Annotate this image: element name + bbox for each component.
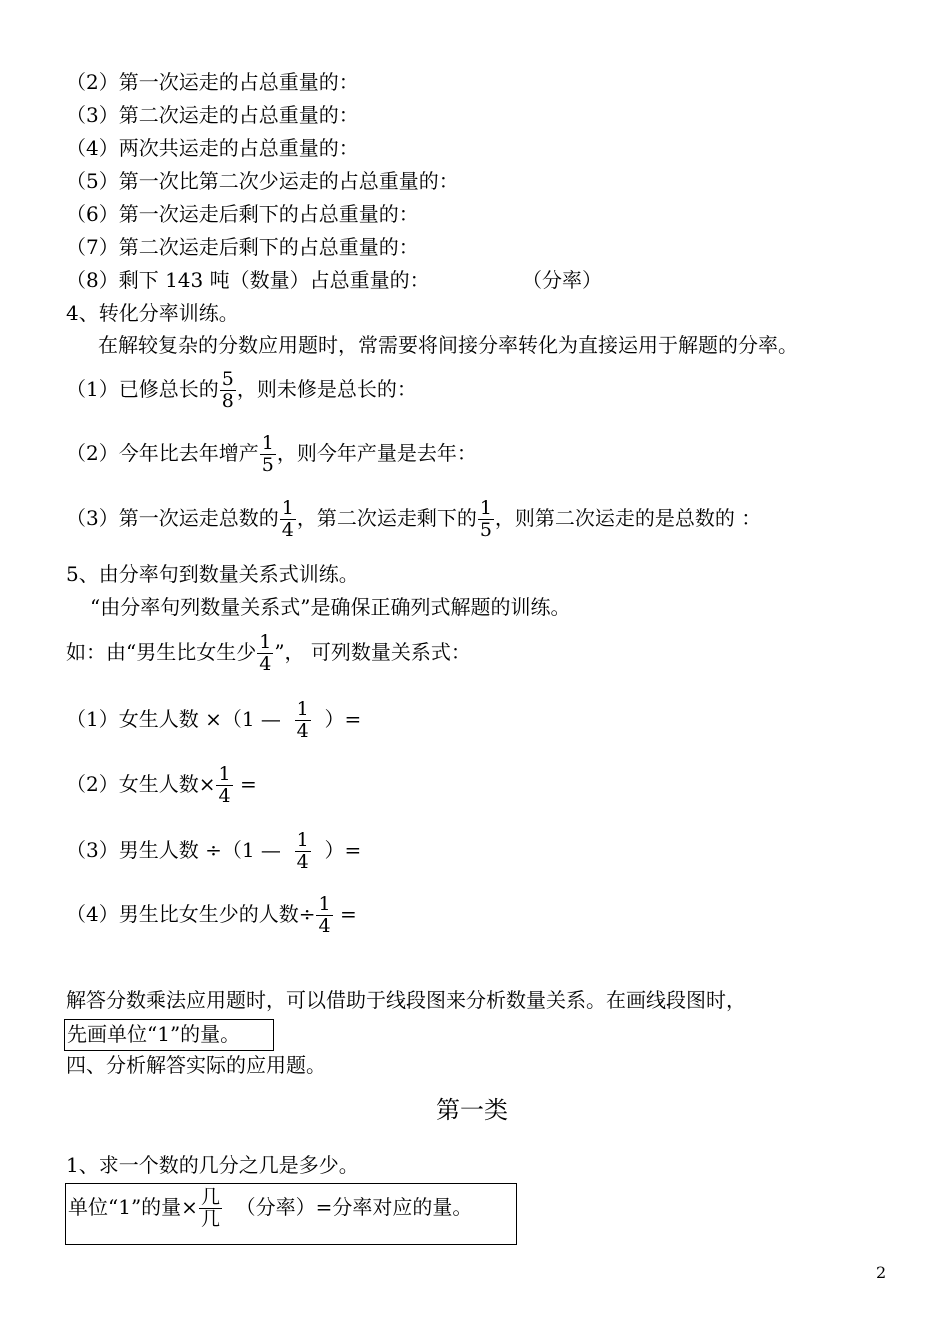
relation-4-pre: （4）男生比女生少的人数÷ [66, 902, 316, 926]
item-8: （8）剩下 143 吨（数量）占总重量的： [66, 268, 430, 292]
example-pre: 如：由“男生比女生少 [66, 640, 257, 664]
fraction-numerator: 几 [200, 1186, 220, 1208]
relation-2 [66, 765, 257, 806]
fraction [316, 895, 332, 936]
relation-3-post: ）= [324, 838, 362, 862]
relation-2-pre: （2）女生人数× [66, 772, 216, 796]
section-4-title: 4、转化分率训练。 [66, 301, 239, 325]
relation-4 [66, 895, 357, 936]
relation-3 [66, 831, 361, 872]
tip-text: 解答分数乘法应用题时，可以借助于线段图来分析数量关系。在画线段图时， [66, 988, 746, 1012]
fraction-numerator: 1 [296, 698, 309, 720]
item-4: （4）两次共运走的占总重量的： [66, 136, 359, 160]
fraction-denominator: 4 [259, 653, 272, 675]
convert-q3-pre: （3）第一次运走总数的 [66, 506, 279, 530]
fraction-denominator: 4 [318, 915, 331, 937]
formula-line [68, 1188, 472, 1229]
fraction-denominator: 几 [200, 1208, 220, 1230]
convert-q1-pre: （1）已修总长的 [66, 377, 219, 401]
category-heading: 第一类 [436, 1096, 508, 1124]
fraction-denominator: 4 [218, 785, 231, 807]
convert-q2-post: ，则今年产量是去年： [276, 441, 477, 465]
relation-3-pre: （3）男生人数 ÷（1 — [66, 838, 281, 862]
fraction [220, 370, 236, 411]
fraction-numerator: 1 [218, 763, 231, 785]
question-type-1: 1、求一个数的几分之几是多少。 [66, 1153, 359, 1177]
fraction-denominator: 5 [479, 519, 492, 541]
fraction [295, 700, 311, 741]
page-number: 2 [876, 1263, 887, 1282]
part-4-title: 四、分析解答实际的应用题。 [66, 1053, 326, 1077]
item-8-rate-label: （分率） [522, 268, 602, 292]
convert-q2-pre: （2）今年比去年增产 [66, 441, 259, 465]
relation-1 [66, 700, 361, 741]
item-2: （2）第一次运走的占总重量的： [66, 70, 359, 94]
item-7: （7）第二次运走后剩下的占总重量的： [66, 235, 419, 259]
fraction-numerator: 1 [281, 497, 294, 519]
fraction-denominator: 4 [296, 851, 309, 873]
fraction-numerator: 1 [318, 893, 331, 915]
fraction-numerator: 1 [261, 432, 274, 454]
tip-boxed-text: 先画单位“1”的量。 [67, 1022, 241, 1046]
fraction-denominator: 4 [281, 519, 294, 541]
convert-q3 [66, 499, 761, 540]
relation-1-pre: （1）女生人数 ×（1 — [66, 707, 281, 731]
fraction [260, 434, 276, 475]
fraction [295, 831, 311, 872]
fraction-numerator: 1 [479, 497, 492, 519]
fraction-numerator: 1 [259, 631, 272, 653]
fraction [478, 499, 494, 540]
section-5-title: 5、由分率句到数量关系式训练。 [66, 562, 359, 586]
fraction-numerator: 1 [296, 829, 309, 851]
fraction-numerator: 5 [221, 368, 234, 390]
relation-1-post: ）= [324, 707, 362, 731]
fraction-denominator: 4 [296, 720, 309, 742]
convert-q3-post: ，则第二次运走的是总数的 ： [494, 506, 762, 530]
convert-q3-mid: ，第二次运走剩下的 [296, 506, 477, 530]
section-4-intro: 在解较复杂的分数应用题时，常需要将间接分率转化为直接运用于解题的分率。 [98, 333, 798, 357]
example-line [66, 633, 471, 674]
item-6: （6）第一次运走后剩下的占总重量的： [66, 202, 419, 226]
fraction [199, 1188, 222, 1229]
formula-pre: 单位“1”的量× [68, 1195, 198, 1219]
example-post: ”， 可列数量关系式： [274, 640, 471, 664]
convert-q1-post: ，则未修是总长的： [236, 377, 417, 401]
fraction-denominator: 5 [261, 454, 274, 476]
fraction [216, 765, 232, 806]
relation-4-post: = [339, 902, 357, 926]
convert-q1 [66, 370, 417, 411]
relation-2-post: = [239, 772, 257, 796]
section-5-intro: “由分率句列数量关系式”是确保正确列式解题的训练。 [90, 595, 571, 619]
fraction-denominator: 8 [221, 390, 234, 412]
fraction [280, 499, 296, 540]
item-5: （5）第一次比第二次少运走的占总重量的： [66, 169, 459, 193]
formula-post: （分率）=分率对应的量。 [235, 1195, 473, 1219]
convert-q2 [66, 434, 477, 475]
item-3: （3）第二次运走的占总重量的： [66, 103, 359, 127]
fraction [257, 633, 273, 674]
